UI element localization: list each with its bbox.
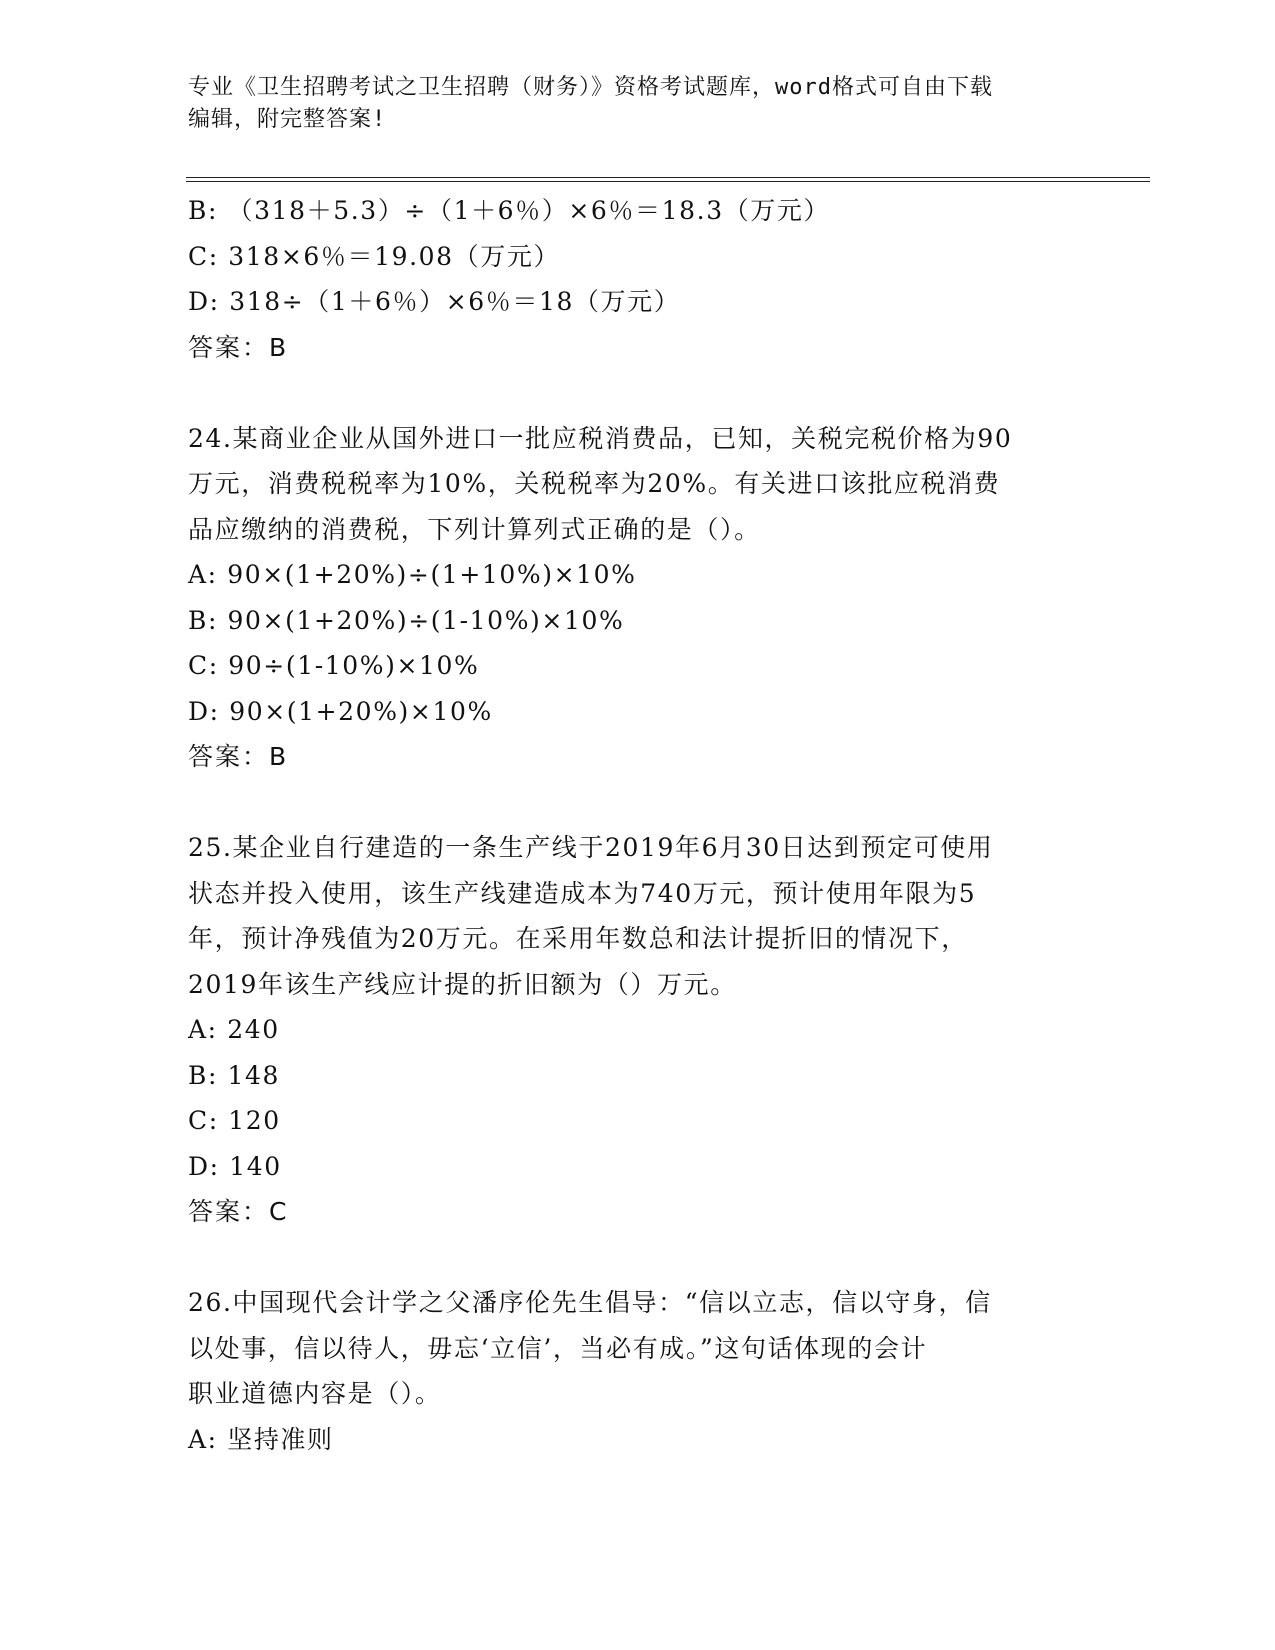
question-stem: 状态并投入使用，该生产线建造成本为740万元，预计使用年限为5: [188, 878, 977, 908]
question-24: [188, 416, 1088, 780]
question-25: [188, 825, 1088, 1235]
answer: 答案：B: [188, 332, 289, 362]
option-c: C: 90÷(1-10%)×10%: [188, 651, 480, 680]
answer: 答案：B: [188, 742, 289, 771]
question-stem: 2019年该生产线应计提的折旧额为（）万元。: [188, 969, 737, 999]
option-c: C: 318×6％＝19.08（万元）: [188, 241, 561, 271]
spacer: [188, 780, 1088, 826]
question-stem: 以处事，信以待人，毋忘‘立信’，当必有成。”这句话体现的会计: [188, 1333, 928, 1363]
option-d: D: 140: [188, 1151, 282, 1181]
question-26: [188, 1280, 1088, 1462]
question-stem: 职业道德内容是（）。: [188, 1379, 442, 1408]
header-line-2: 编辑，附完整答案!: [188, 107, 387, 132]
option-c: C: 120: [188, 1106, 281, 1135]
header-divider-bottom: [186, 181, 1150, 182]
option-b: B: 90×(1+20%)÷(1-10%)×10%: [188, 605, 625, 635]
question-stem: 25.某企业自行建造的一条生产线于2019年6月30日达到预定可使用: [188, 833, 994, 862]
header-divider-top: [186, 177, 1150, 178]
option-d: D: 90×(1+20%)×10%: [188, 696, 493, 726]
option-b: B: （318＋5.3）÷（1＋6％）×6％＝18.3（万元）: [188, 196, 831, 225]
question-stem: 26.中国现代会计学之父潘序伦先生倡导：“信以立志，信以守身，信: [188, 1288, 992, 1317]
option-a: A: 240: [188, 1015, 280, 1044]
option-a: A: 90×(1+20%)÷(1+10%)×10%: [188, 560, 637, 589]
question-stem: 24.某商业企业从国外进口一批应税消费品，已知，关税完税价格为90: [188, 423, 1013, 453]
option-d: D: 318÷（1＋6％）×6％＝18（万元）: [188, 287, 681, 316]
option-b: B: 148: [188, 1060, 281, 1090]
header-line-1: 专业《卫生招聘考试之卫生招聘（财务）》资格考试题库，word格式可自由下载: [188, 75, 993, 100]
question-23-tail: [188, 188, 1088, 370]
spacer: [188, 370, 1088, 416]
document-header: [188, 72, 1068, 136]
answer: 答案：C: [188, 1197, 289, 1226]
question-stem: 万元，消费税税率为10%，关税税率为20%。有关进口该批应税消费: [188, 469, 1001, 498]
question-list: [188, 188, 1088, 1462]
question-stem: 品应缴纳的消费税，下列计算列式正确的是（）。: [188, 514, 761, 544]
question-stem: 年，预计净残值为20万元。在采用年数总和法计提折旧的情况下，: [188, 924, 968, 953]
spacer: [188, 1235, 1088, 1281]
option-a: A: 坚持准则: [188, 1424, 334, 1454]
